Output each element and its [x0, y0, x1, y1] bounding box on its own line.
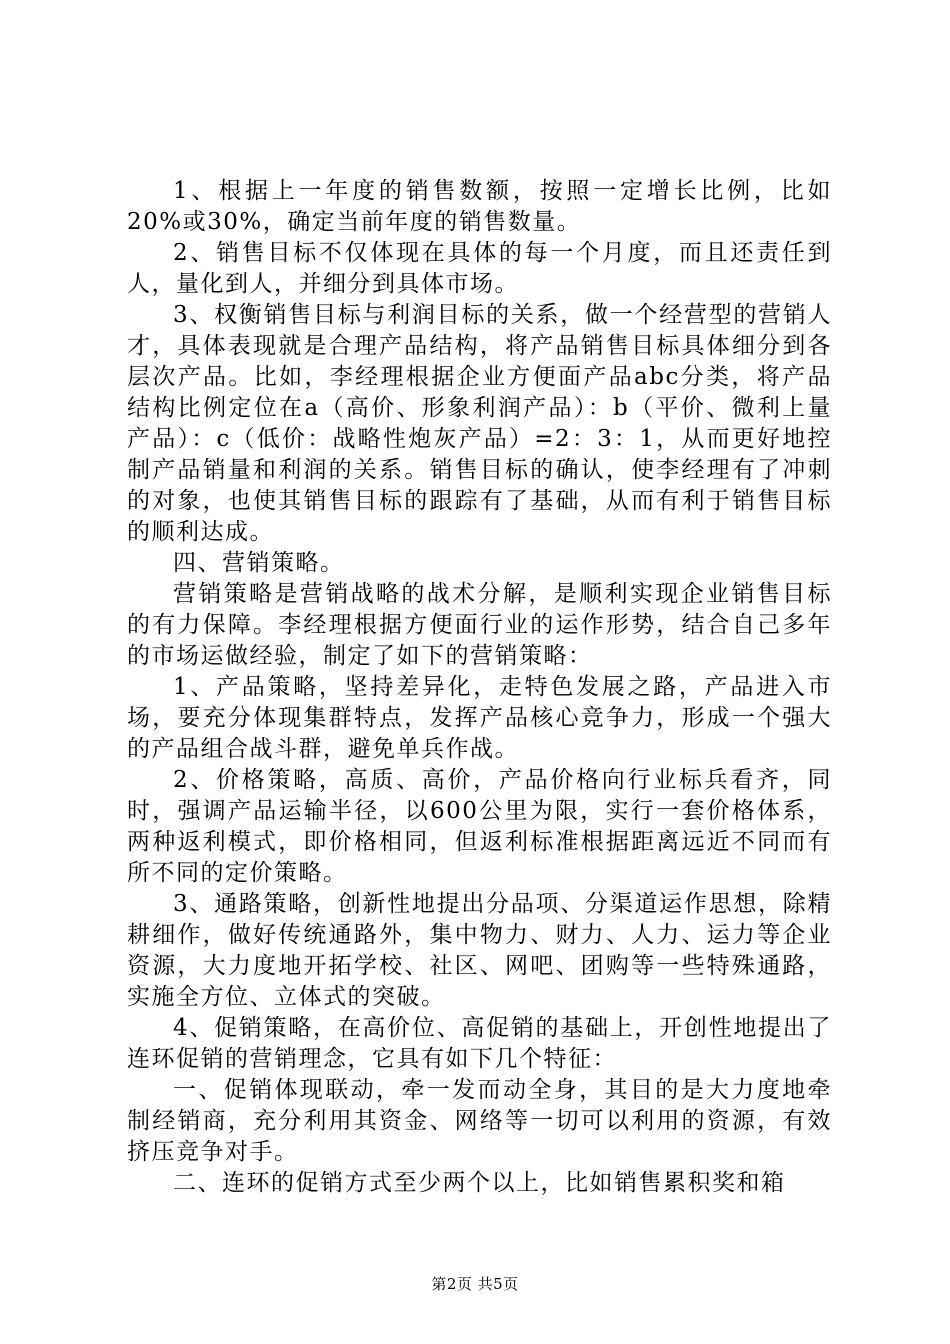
paragraph-feature-2: 二、连环的促销方式至少两个以上，比如销售累积奖和箱: [173, 1170, 786, 1196]
section-heading-marketing-strategy: 四、营销策略。: [173, 550, 345, 576]
document-body: [127, 176, 832, 1199]
paragraph-target-method-2: 2、销售目标不仅体现在具体的每一个月度，而且还责任到人，量化到人，并细分到具体市场。: [127, 240, 832, 297]
paragraph-strategy-intro: 营销策略是营销战略的战术分解，是顺利实现企业销售目标的有力保障。李经理根据方便面行业的运作形势，结合自己多年的市场运做经验，制定了如下的营销策略：: [127, 581, 832, 669]
page-number-footer: 第2页 共5页: [431, 1275, 519, 1293]
paragraph-target-method-1: 1、根据上一年度的销售数额，按照一定增长比例，比如20%或30%，确定当前年度的销售数量。: [127, 178, 832, 235]
paragraph-channel-strategy: 3、通路策略，创新性地提出分品项、分渠道运作思想，除精耕细作，做好传统通路外，集中物力、财力、人力、运力等企业资源，大力度地开拓学校、社区、网吧、团购等一些特殊通路，实施全方位、立体式的突破。: [127, 891, 832, 1010]
paragraph-feature-1: 一、促销体现联动，牵一发而动全身，其目的是大力度地牵制经销商，充分利用其资金、网络等一切可以利用的资源，有效挤压竞争对手。: [127, 1077, 832, 1165]
paragraph-product-strategy: 1、产品策略，坚持差异化，走特色发展之路，产品进入市场，要充分体现集群特点，发挥产品核心竞争力，形成一个强大的产品组合战斗群，避免单兵作战。: [127, 674, 832, 762]
paragraph-promotion-strategy: 4、促销策略，在高价位、高促销的基础上，开创性地提出了连环促销的营销理念，它具有如下几个特征：: [127, 1015, 832, 1072]
paragraph-price-strategy: 2、价格策略，高质、高价，产品价格向行业标兵看齐，同时，强调产品运输半径，以600公里为限，实行一套价格体系，两种返利模式，即价格相同，但返利标准根据距离远近不同而有所不同的定价策略。: [127, 767, 832, 886]
paragraph-target-method-3: 3、权衡销售目标与利润目标的关系，做一个经营型的营销人才，具体表现就是合理产品结构，将产品销售目标具体细分到各层次产品。比如，李经理根据企业方便面产品abc分类，将产品结构比例定位在a（高价、形象利润产品）：b（平价、微利上量产品）：c（低价：战略性炮灰产品）=2：3：1，从而更好地控制产品销量和利润的关系。销售目标的确认，使李经理有了冲刺的对象，也使其销售目标的跟踪有了基础，从而有利于销售目标的顺利达成。: [127, 302, 832, 545]
